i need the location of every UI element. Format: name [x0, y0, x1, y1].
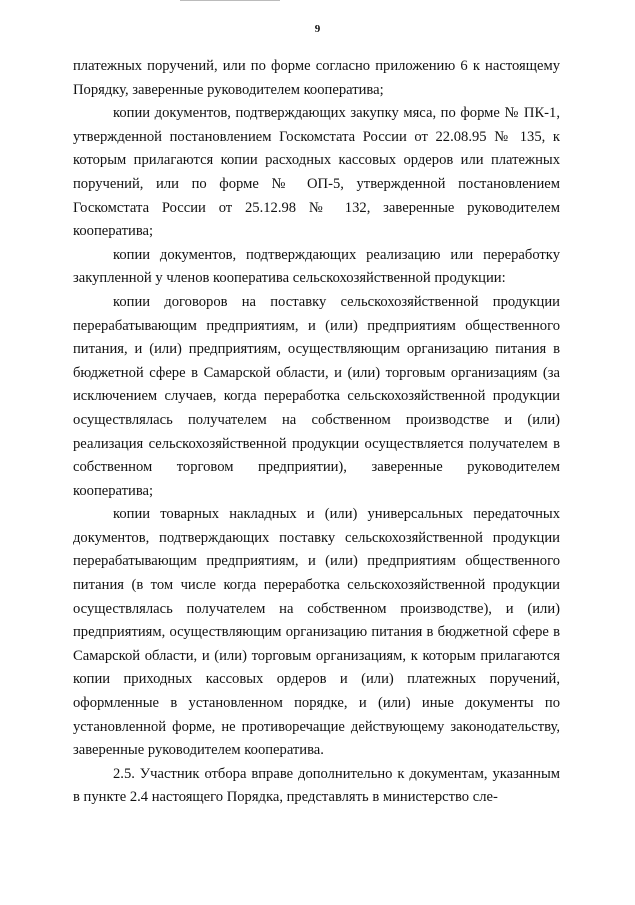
page-number: 9: [314, 23, 321, 35]
paragraph-supply-contracts: копии договоров на поставку сельскохозяйственной продукции перерабатывающим предприятиям, и (или) предприятиям общественного питания, и (или) предприятиям, осуществляющим организацию питания в бюджетной сфере в Самарской области, и (или) торговым организациям (за исключением случаев, когда переработка сельскохозяйственной продукции осуществлялась получателем на собственном производстве и (или) реализация сельскохозяйственной продукции осуществляется получателем в собственном торговом предприятии), заверенные руководителем кооператива;: [73, 293, 560, 499]
paragraph-payment-orders: платежных поручений, или по форме согласно приложению 6 к настоящему Порядку, заверенные руководителем кооператива;: [73, 58, 560, 98]
paragraph-meat-purchase: копии документов, подтверждающих закупку мяса, по форме № ПК-1, утвержденной постановлением Госкомстата России от 22.08.95 № 135, к которым прилагаются копии расходных кассовых ордеров или платежных поручений, или по форме № ОП-5, утвержденной постановлением Госкомстата России от 25.12.98 № 132, заверенные руководителем кооператива;: [73, 105, 560, 240]
paragraph-2-5: 2.5. Участник отбора вправе дополнительно к документам, указанным в пункте 2.4 настоящего Порядка, представлять в министерство сле-: [73, 765, 560, 806]
paragraph-sales-confirmation: копии документов, подтверждающих реализацию или переработку закупленной у членов кооператива сельскохозяйственной продукции:: [73, 246, 560, 287]
document-body: [73, 55, 560, 810]
paragraph-waybills: копии товарных накладных и (или) универсальных передаточных документов, подтверждающих поставку сельскохозяйственной продукции перерабатывающим предприятиям, и (или) предприятиям общественного питания (в том числе когда переработка сельскохозяйственной продукции осуществлялась получателем на собственном производстве), и (или) предприятиям, осуществляющим организацию питания в бюджетной сфере в Самарской области, и (или) торговым организациям, к которым прилагаются копии приходных кассовых ордеров и (или) платежных поручений, оформленные в установленном порядке, и (или) иные документы по установленной форме, не противоречащие действующему законодательству, заверенные руководителем кооператива.: [73, 506, 560, 759]
scan-edge-line: [180, 0, 280, 1]
